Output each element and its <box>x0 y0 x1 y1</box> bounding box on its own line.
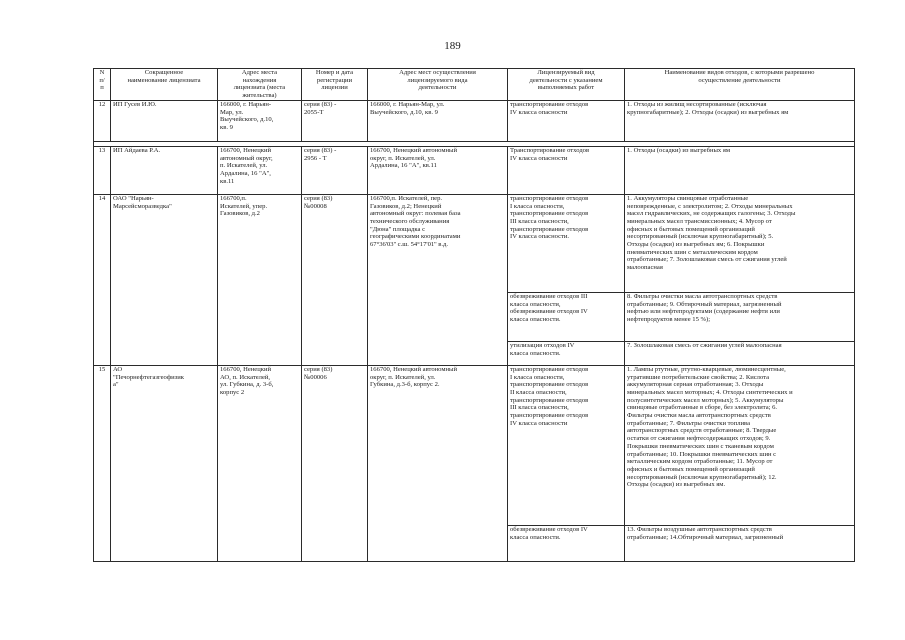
licensed-activity: транспортирование отходов I класса опасности, транспортирование отходов II класса опасности, транспортирование отходов III класса опасности, транспортирование отходов IV класса опасности <box>508 365 625 525</box>
activity-site: 166700, Ненецкий автономный округ, п. Искателей, ул. Губкина, д.3-б, корпус 2. <box>368 365 508 561</box>
licensee-name: АО "Печорнефтегазгеофизик а" <box>111 365 218 561</box>
licensed-activity: Транспортирование отходов IV класса опасности <box>508 146 625 194</box>
row-number: 15 <box>94 365 111 561</box>
waste-types: 1. Лампы ртутные, ртутно-кварцевые, люминесцентные, утратившие потребительские свойства; 2. Кислота аккумуляторная серная отработанная; 3. Отходы минеральных масел моторных; 4. Отходы синтетических и полусинтетических масел моторных); 5. Аккумуляторы свинцовые отработанные в сборе, без электролита; 6. Фильтры очистки масла автотранспортных средств отработанные; 7. Фильтры очистки топлива автотранспортных средств отработанные; 8. Твердые остатки от сжигания нефтесодержащих отходов; 9. Покрышки пневматических шин с тканевым кордом отработанные; 10. Покрышки пневматических шин с металлическим кордом отработанные; 11. Мусор от офисных и бытовых помещений организаций несортированный (исключая крупногабаритный); 12. Отходы (осадки) из выгребных ям. <box>625 365 855 525</box>
license-registry-table <box>93 68 855 562</box>
waste-types: 1. Отходы (осадки) из выгребных ям <box>625 146 855 194</box>
header-activity-site: Адрес мест осуществления лицензируемого вида деятельности <box>368 69 508 101</box>
row-number: 13 <box>94 146 111 194</box>
licensee-name: ИП Айдаева Р.А. <box>111 146 218 194</box>
waste-types: 1. Аккумуляторы свинцовые отработанные неповрежденные, с электролитом; 2. Отходы минеральных масел гидравлических, не содержащих галогены; 3. Отходы минеральных масел трансмиссионных; 4. Мусор от офисных и бытовых помещений организаций несортированный (исключая крупногабаритный); 5. Отходы (осадки) из выгребных ям; 6. Покрышки пневматических шин с металлическим кордом отработанные; 7. Золошлаковая смесь от сжигания углей малоопасная <box>625 194 855 292</box>
table-row <box>94 194 855 292</box>
page-number: 189 <box>444 40 461 52</box>
licensee-name: ИП Гусев И.Ю. <box>111 100 218 141</box>
licensed-activity: обезвреживание отходов IV класса опасности. <box>508 525 625 561</box>
licensee-address: 166700,п. Искателей, упер. Газовиков, д.2 <box>218 194 302 365</box>
header-row <box>94 69 855 101</box>
license-number: серия (83) - 2055-Т <box>302 100 368 141</box>
licensed-activity: утилизация отходов IV класса опасности. <box>508 341 625 365</box>
licensee-name: ОАО "Нарьян- Марсейсморазведка" <box>111 194 218 365</box>
row-number: 12 <box>94 100 111 141</box>
license-number: серия (83) №00006 <box>302 365 368 561</box>
header-licensee-address: Адрес места нахождения лицензиата (места жительства) <box>218 69 302 101</box>
licensee-address: 166000, г. Нарьян- Мар, ул. Выучейского, д.10, кв. 9 <box>218 100 302 141</box>
licensee-address: 166700, Ненецкий автономный округ, п. Искателей, ул. Ардалина, 16 "А", кв.11 <box>218 146 302 194</box>
licensee-address: 166700, Ненецкий АО, п. Искателей, ул. Губкина, д. 3-б, корпус 2 <box>218 365 302 561</box>
header-license-registration: Номер и дата регистрации лицензии <box>302 69 368 101</box>
header-licensed-activity: Лицензируемый вид деятельности с указанием выполняемых работ <box>508 69 625 101</box>
license-number: серия (83) №00008 <box>302 194 368 365</box>
row-number: 14 <box>94 194 111 365</box>
waste-types: 13. Фильтры воздушные автотранспортных средств отработанные; 14.Обтирочный материал, загрязненный <box>625 525 855 561</box>
table-row <box>94 146 855 194</box>
license-number: серия (83) - 2956 - Т <box>302 146 368 194</box>
waste-types: 8. Фильтры очистки масла автотранспортных средств отработанные; 9. Обтирочный материал, загрязненный нефтью или нефтепродуктами (содержание нефти или нефтепродуктов менее 15 %); <box>625 292 855 341</box>
licensed-activity: транспортирование отходов IV класса опасности <box>508 100 625 141</box>
waste-types: 1. Отходы из жилищ несортированные (исключая крупногабаритные); 2. Отходы (осадки) из выгребных ям <box>625 100 855 141</box>
table-row <box>94 100 855 141</box>
licensed-activity: обезвреживание отходов III класса опасности, обезвреживание отходов IV класса опасности. <box>508 292 625 341</box>
header-licensee-name: Сокращенное наименование лицензиата <box>111 69 218 101</box>
waste-types: 7. Золошлаковая смесь от сжигания углей малоопасная <box>625 341 855 365</box>
activity-site: 166700, Ненецкий автономный округ, п. Искателей, ул. Ардалина, 16 "А", кв.11 <box>368 146 508 194</box>
table-row <box>94 365 855 525</box>
header-number: N п/ п <box>94 69 111 101</box>
activity-site: 166700,п. Искателей, пер. Газовиков, д.2; Ненецкий автономный округ: полевая база технического обслуживания "Дюна" площадка с географическими координатами 67°36'03'' с.ш. 54°17'01'' в.д. <box>368 194 508 365</box>
header-waste-types: Наименование видов отходов, с которыми разрешено осуществление деятельности <box>625 69 855 101</box>
activity-site: 166000, г. Нарьян-Мар, ул. Выучейского, д.10, кв. 9 <box>368 100 508 141</box>
licensed-activity: транспортирование отходов I класса опасности, транспортирование отходов III класса опасности, транспортирование отходов IV класса опасности. <box>508 194 625 292</box>
